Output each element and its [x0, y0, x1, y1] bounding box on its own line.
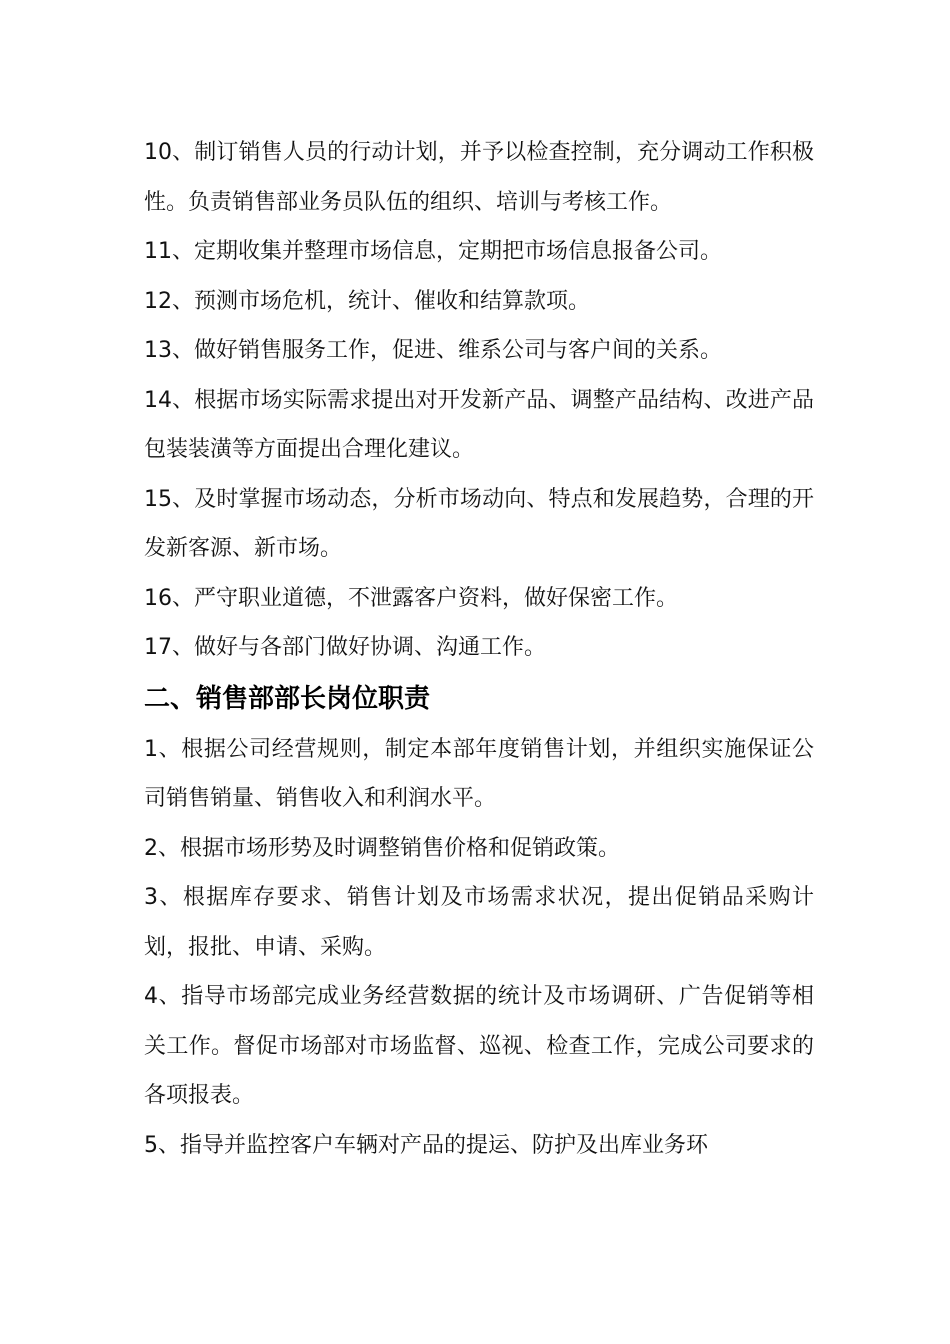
duty-item-1: 1、根据公司经营规则，制定本部年度销售计划，并组织实施保证公司销售销量、销售收入和利润水平。	[144, 736, 814, 811]
list-item-14: 14、根据市场实际需求提出对开发新产品、调整产品结构、改进产品包装装潢等方面提出合理化建议。	[144, 387, 814, 462]
list-item-10: 10、制订销售人员的行动计划，并予以检查控制，充分调动工作积极性。负责销售部业务员队伍的组织、培训与考核工作。	[144, 140, 814, 215]
list-item-12: 12、预测市场危机，统计、催收和结算款项。	[144, 288, 590, 314]
list-item-16: 16、严守职业道德，不泄露客户资料，做好保密工作。	[144, 585, 678, 611]
list-item-17: 17、做好与各部门做好协调、沟通工作。	[144, 635, 546, 660]
document-body	[144, 128, 814, 1170]
duty-item-4: 4、指导市场部完成业务经营数据的统计及市场调研、广告促销等相关工作。督促市场部对市场监督、巡视、检查工作，完成公司要求的各项报表。	[144, 984, 814, 1108]
section-heading: 二、销售部部长岗位职责	[144, 683, 431, 714]
list-item-11: 11、定期收集并整理市场信息，定期把市场信息报备公司。	[144, 239, 722, 264]
list-item-13: 13、做好销售服务工作，促进、维系公司与客户间的关系。	[144, 338, 722, 363]
duty-item-5: 5、指导并监控客户车辆对产品的提运、防护及出库业务环	[144, 1132, 708, 1158]
duty-item-3: 3、根据库存要求、销售计划及市场需求状况，提出促销品采购计划，报批、申请、采购。	[144, 885, 814, 960]
list-item-15: 15、及时掌握市场动态，分析市场动向、特点和发展趋势，合理的开发新客源、新市场。	[144, 486, 814, 561]
duty-item-2: 2、根据市场形势及时调整销售价格和促销政策。	[144, 835, 620, 861]
